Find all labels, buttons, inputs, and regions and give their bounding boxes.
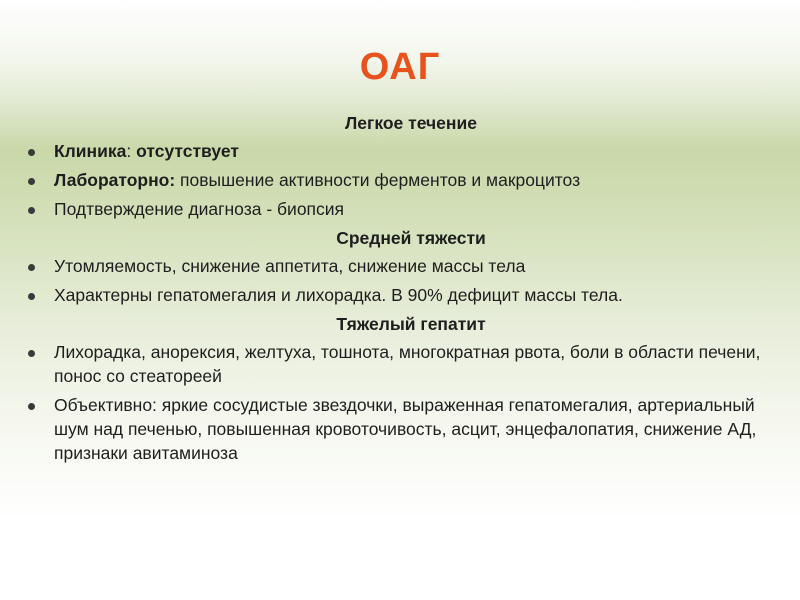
item-text: Утомляемость, снижение аппетита, снижение массы тела: [54, 256, 526, 276]
list-item: [24, 340, 784, 388]
bullet-icon: [28, 207, 35, 214]
bullet-icon: [28, 178, 35, 185]
item-text: Объективно: яркие сосудистые звездочки, выраженная гепатомегалия, артериальный шум над печенью, повышенная кровоточивость, асцит, энцефалопатия, снижение АД, признаки авитаминоза: [54, 395, 757, 463]
item-text: Лихорадка, анорексия, желтуха, тошнота, многократная рвота, боли в области печени, понос со стеатореей: [54, 342, 761, 386]
section-heading-severe: Тяжелый гепатит: [336, 314, 486, 334]
bullet-icon: [28, 149, 35, 156]
slide-title: ОАГ: [359, 46, 441, 88]
item-label: Лабораторно:: [54, 170, 176, 190]
list-item: [24, 393, 784, 465]
slide-content: [24, 111, 784, 470]
bullet-icon: [28, 403, 35, 410]
item-separator: :: [126, 141, 137, 161]
item-value: отсутствует: [136, 141, 239, 161]
bullet-icon: [28, 264, 35, 271]
list-item: [24, 254, 784, 278]
list-item: [24, 168, 784, 192]
section-heading-moderate: Средней тяжести: [336, 228, 486, 248]
section-heading-mild: Легкое течение: [345, 113, 477, 133]
bullet-icon: [28, 350, 35, 357]
item-text: Характерны гепатомегалия и лихорадка. В 90% дефицит массы тела.: [54, 285, 623, 305]
list-item: [24, 197, 784, 221]
item-text: Подтверждение диагноза - биопсия: [54, 199, 345, 219]
bullet-icon: [28, 293, 35, 300]
list-item: [24, 283, 784, 307]
list-item: [24, 139, 784, 163]
item-label: Клиника: [54, 141, 127, 161]
item-text: повышение активности ферментов и макроцитоз: [175, 170, 581, 190]
